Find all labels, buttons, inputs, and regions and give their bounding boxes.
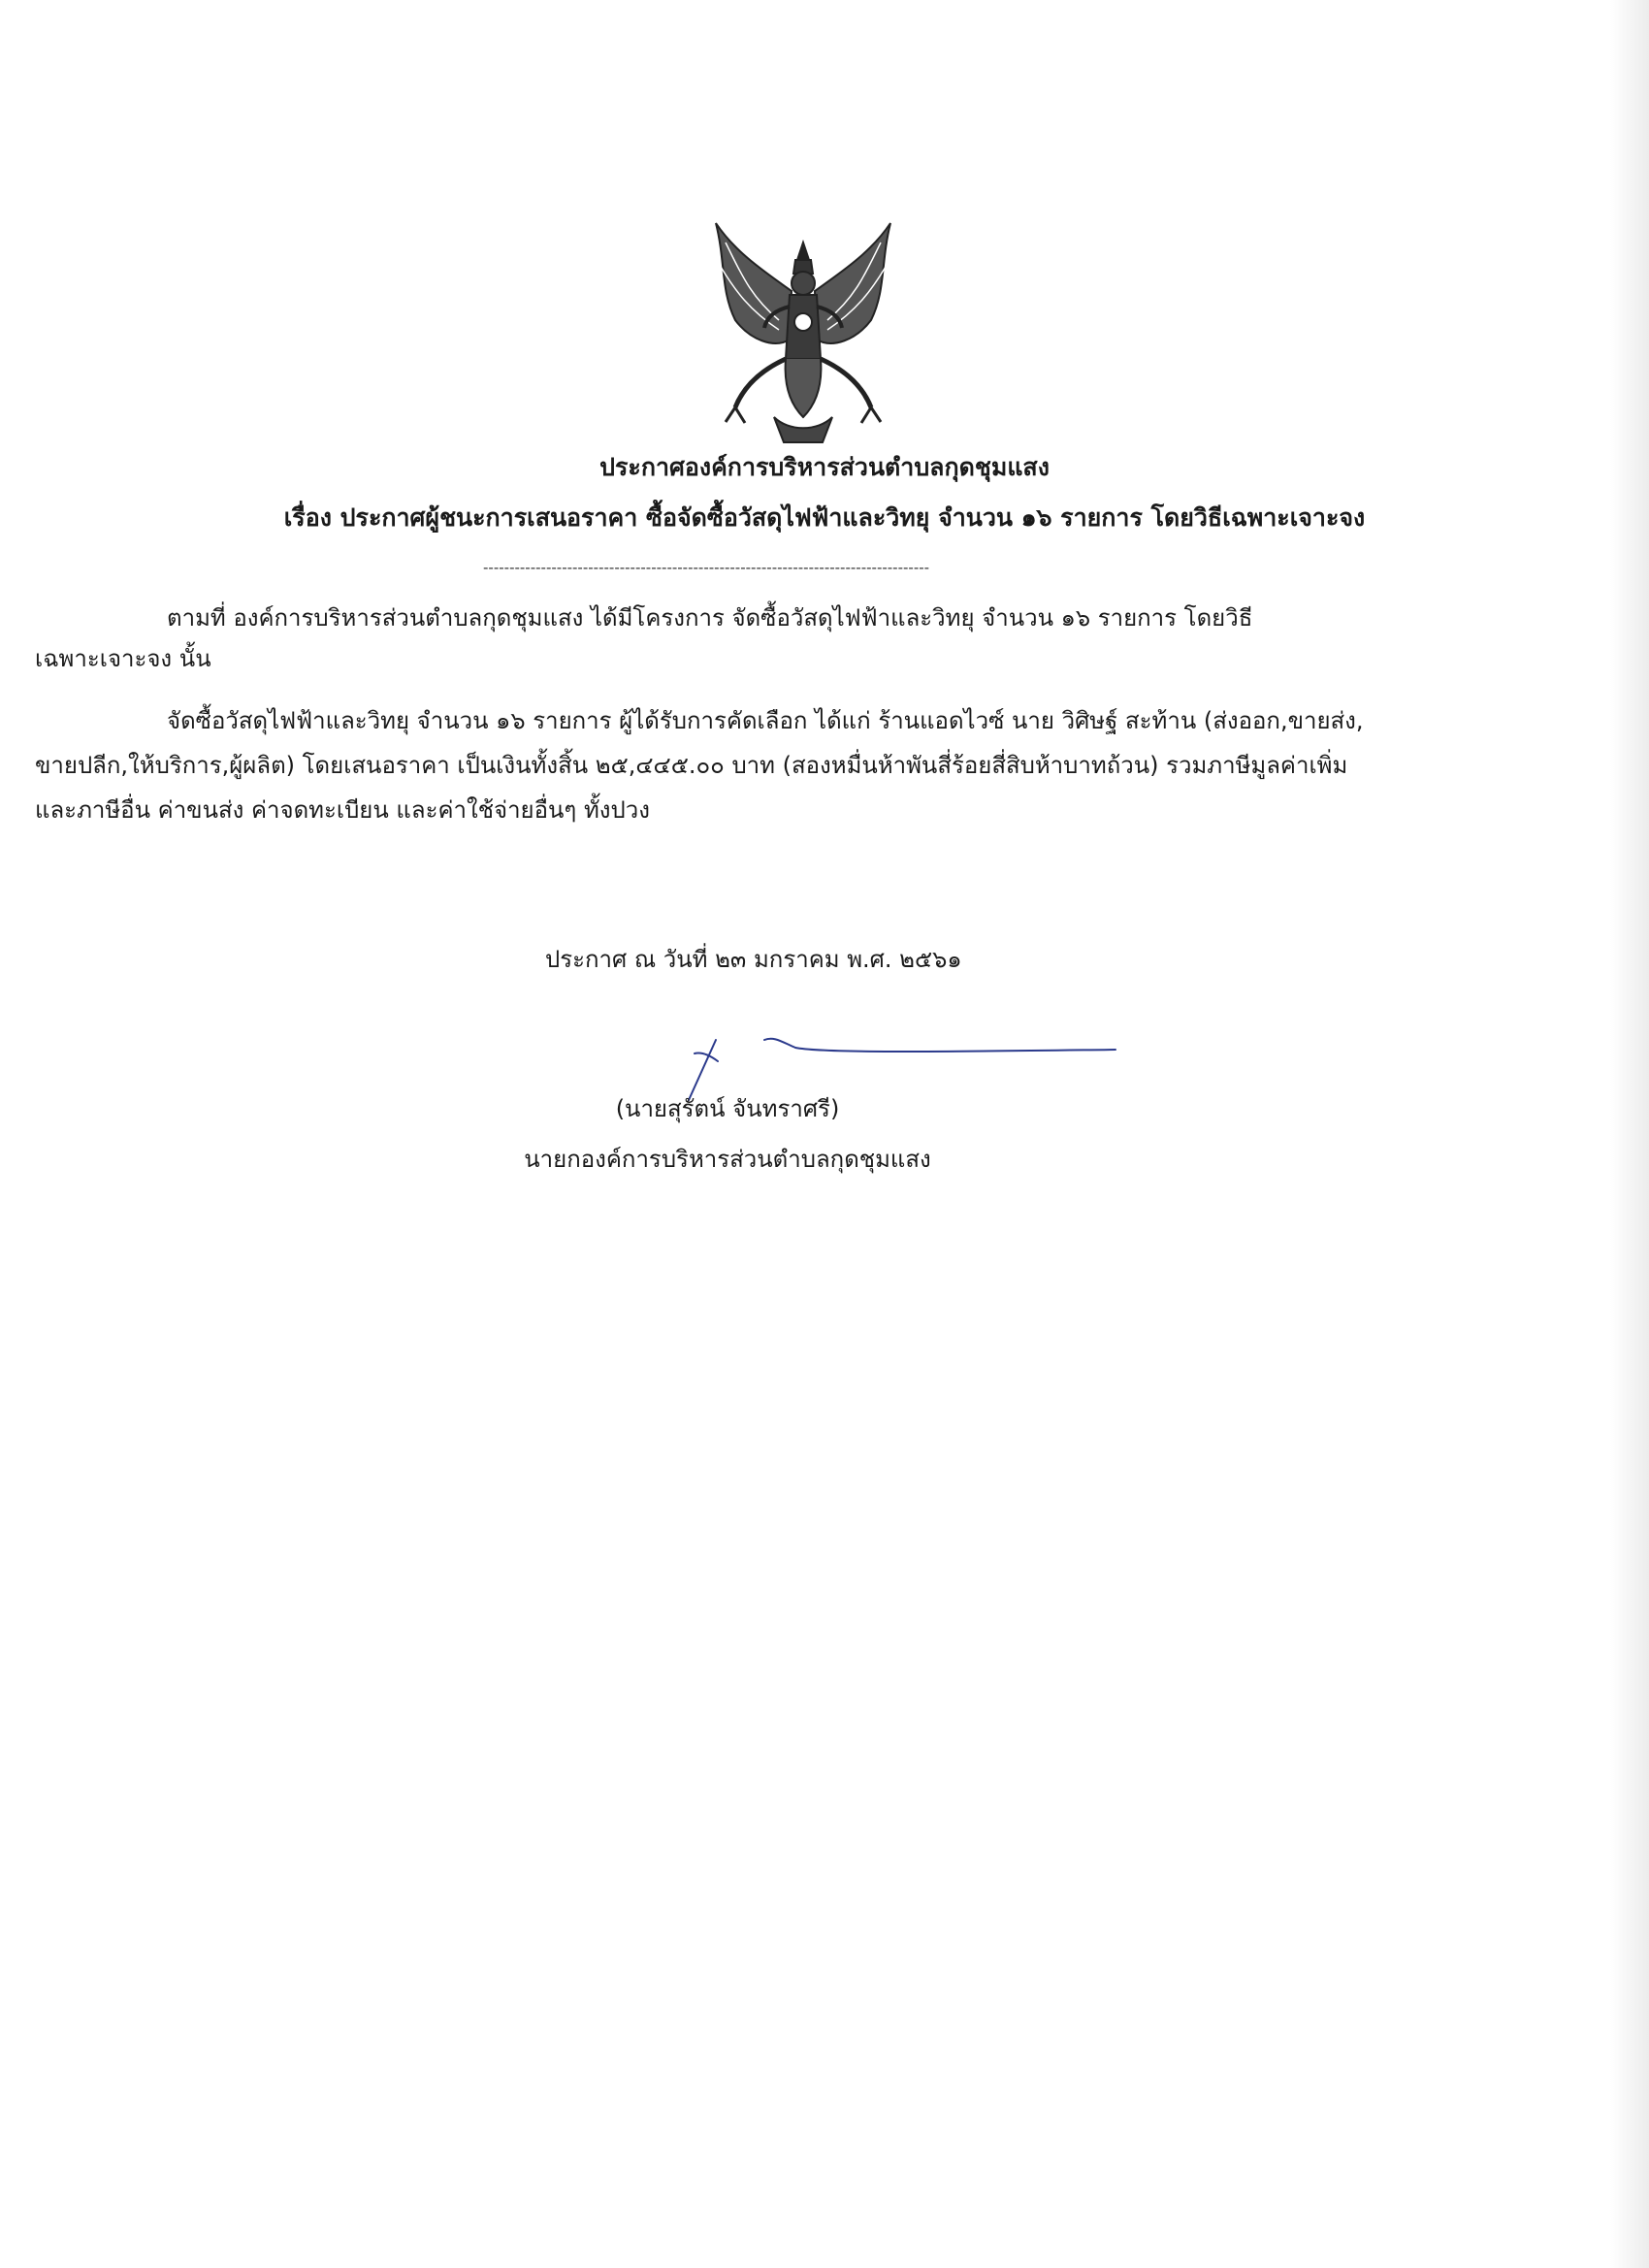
dashed-separator: -------------------------------------------------------------------------------------	[483, 559, 930, 576]
signer-name: (นายสุรัตน์ จันทราศรี)	[615, 1095, 840, 1122]
signer-title: นายกองค์การบริหารส่วนตำบลกุดชุมแสง	[524, 1146, 931, 1173]
paragraph-1-line-1: ตามที่ องค์การบริหารส่วนตำบลกุดชุมแสง ได้มีโครงการ จัดซื้อวัสดุไฟฟ้าและวิทยุ จำนวน ๑๖ รายการ โดยวิธี	[167, 604, 1253, 632]
paragraph-1-line-2: เฉพาะเจาะจง นั้น	[35, 645, 211, 672]
garuda-emblem-icon	[696, 213, 910, 446]
paragraph-2-line-1: จัดซื้อวัสดุไฟฟ้าและวิทยุ จำนวน ๑๖ รายการ ผู้ได้รับการคัดเลือก ได้แก่ ร้านแอดไวซ์ นาย วิศิษฐ์ สะท้าน (ส่งออก,ขายส่ง,	[167, 707, 1364, 734]
document-subject: เรื่อง ประกาศผู้ชนะการเสนอราคา ซื้อจัดซื้อวัสดุไฟฟ้าและวิทยุ จำนวน ๑๖ รายการ โดยวิธีเฉพาะเจาะจง	[283, 503, 1366, 532]
document-title: ประกาศองค์การบริหารส่วนตำบลกุดชุมแสง	[599, 453, 1050, 481]
paragraph-2-line-3: และภาษีอื่น ค่าขนส่ง ค่าจดทะเบียน และค่าใช้จ่ายอื่นๆ ทั้งปวง	[35, 796, 650, 824]
paragraph-2-line-2: ขายปลีก,ให้บริการ,ผู้ผลิต) โดยเสนอราคา เป็นเงินทั้งสิ้น ๒๕,๔๔๕.๐๐ บาท (สองหมื่นห้าพันสี่ร้อยสี่สิบห้าบาทถ้วน) รวมภาษีมูลค่าเพิ่ม	[35, 752, 1348, 779]
scan-edge-shadow	[1610, 0, 1649, 2268]
announcement-date: ประกาศ ณ วันที่ ๒๓ มกราคม พ.ศ. ๒๕๖๑	[545, 946, 962, 973]
